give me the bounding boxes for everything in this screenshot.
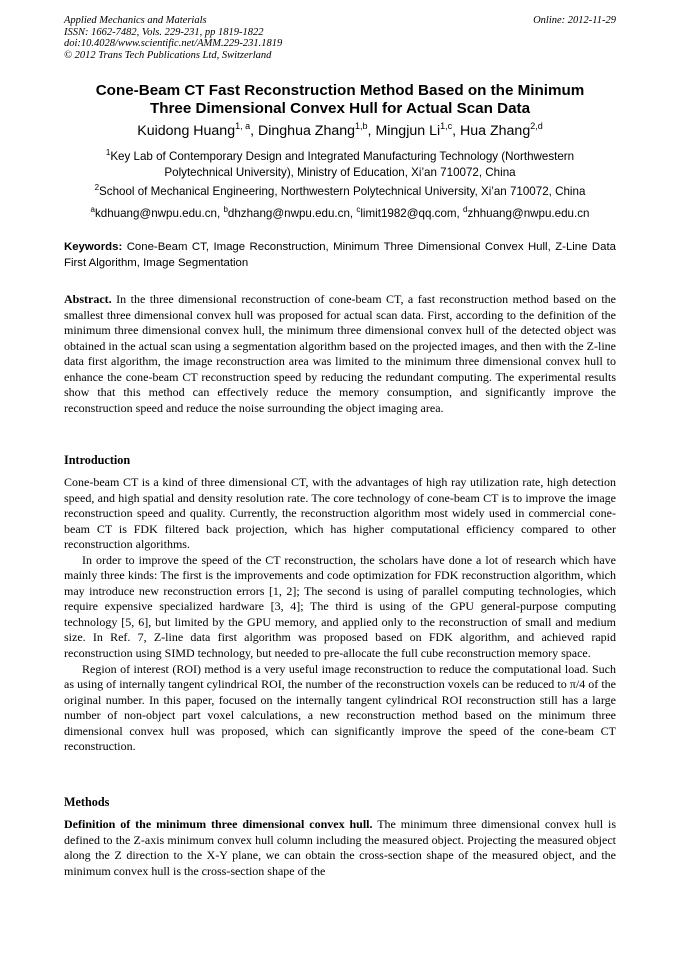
- keywords-text: Cone-Beam CT, Image Reconstruction, Minimum Three Dimensional Convex Hull, Z-Line Data First Algorithm, Image Segmentation: [64, 241, 616, 269]
- author: Hua Zhang$^{2,d}$: [460, 121, 543, 139]
- affiliation-2: $^2$School of Mechanical Engineering, Northwestern Polytechnical University, Xi’an 710072, China: [94, 183, 586, 198]
- abstract-label: Abstract.: [64, 292, 112, 306]
- email: $^d$zhhuang@nwpu.edu.cn: [463, 205, 590, 220]
- email-list: [64, 206, 616, 222]
- abstract-text: In the three dimensional reconstruction of cone-beam CT, a fast reconstruction method based on the smallest three dimensional convex hull was proposed for actual scan data. First, according to the definition of the minimum three dimensional convex hull, the minimum three dimensional convex hull of the detected object was obtained in the actual scan using a segmentation algorithm based on the projected images, and then with the Z-line data first algorithm, the image reconstruction area was limited to the minimum three dimensional convex hull to enhance the cone-beam CT reconstruction speed by reducing the redundant computing. The experimental results show that this method can effectively reduce the memory consumption, and significantly improve the reconstruction speed and reduce the noise surrounding the object imaging area.: [64, 292, 617, 415]
- email: $^b$dhzhang@nwpu.edu.cn,: [223, 205, 357, 220]
- title-line-1: Cone-Beam CT Fast Reconstruction Method Based on the Minimum: [95, 82, 585, 99]
- doi-line: doi:10.4028/www.scientific.net/AMM.229-231.1819: [64, 38, 283, 50]
- paper-title: [64, 82, 616, 118]
- author-list: [64, 122, 616, 140]
- methods-heading: Methods: [64, 795, 110, 809]
- journal-name: Applied Mechanics and Materials: [64, 15, 207, 26]
- introduction-heading: Introduction: [64, 453, 131, 467]
- title-line-2: Three Dimensional Convex Hull for Actual Scan Data: [149, 100, 531, 117]
- keywords: [64, 240, 616, 271]
- intro-paragraph-3: Region of interest (ROI) method is a very useful image reconstruction to reduce the computational load. Such as using of internally tangent cylindrical ROI, the number of the reconstruction voxels can be reduced to π/4 of the original number. In this paper, focused on the internally tangent cylindrical ROI reconstruction still has a large number of non-object part voxel calculations, a new reconstruction method based on the minimum three dimensional convex hull was proposed, which can significantly improve the speed of the cone-beam CT reconstruction.: [64, 661, 616, 754]
- issn-line: ISSN: 1662-7482, Vols. 229-231, pp 1819-1822: [64, 26, 264, 38]
- copyright-line: © 2012 Trans Tech Publications Ltd, Switzerland: [64, 49, 272, 61]
- methods-body: [64, 817, 616, 879]
- author: Kuidong Huang$^{1, a}$,: [137, 121, 258, 139]
- intro-paragraph-2: In order to improve the speed of the CT reconstruction, the scholars have done a lot of research which have mainly three kinds: The first is the improvements and code optimization for FDK reconstruction algorithm, which may introduce new reconstruction errors [1, 2]; The second is using of parallel computing technologies, which require expensive specialized hardware [3, 4]; The third is using of the GPU general-purpose computing technology [5, 6], but limited by the GPU memory, and applied only to the reconstruction of small and medium size. In Ref. 7, Z-line data first algorithm was proposed based on FDK algorithm, and achieved rapid reconstruction using SIMD technology, but needed to pre-allocate the full cube reconstruction memory space.: [64, 552, 616, 661]
- introduction-body: [64, 475, 616, 755]
- email: $^c$limit1982@qq.com,: [356, 205, 463, 220]
- intro-paragraph-1: Cone-beam CT is a kind of three dimensional CT, with the advantages of high ray utilization rate, high detection speed, and high spatial and density resolution rate. The core technology of cone-beam CT is to improve the image reconstruction speed and quality. Currently, the reconstruction algorithm most widely used in commercial cone-beam CT is FDK filtered back projection, which has higher computational efficiency compared to other reconstruction algorithms.: [64, 475, 616, 552]
- keywords-label: Keywords:: [64, 241, 123, 253]
- online-date: Online: 2012-11-29: [533, 15, 616, 26]
- author: Dinghua Zhang$^{1,b}$,: [258, 121, 376, 139]
- email: $^a$kdhuang@nwpu.edu.cn,: [90, 205, 224, 220]
- author: Mingjun Li$^{1,c}$,: [375, 121, 461, 139]
- affiliation-1: $^1$Key Lab of Contemporary Design and Integrated Manufacturing Technology (Northwestern Polytechnical University), Ministry of Education, Xi’an 710072, China: [105, 148, 575, 179]
- abstract: [64, 292, 616, 416]
- journal-header: [64, 15, 616, 61]
- subsection-heading: Definition of the minimum three dimensional convex hull.: [64, 817, 373, 831]
- methods-paragraph-1: Definition of the minimum three dimensional convex hull. The minimum three dimensional convex hull is defined to the Z-axis minimum convex hull column including the measured object. Projecting the measured object along the Z direction to the X-Y plane, we can obtain the cross-section shape of the measured object, and the minimum convex hull is the cross-section shape of the: [64, 817, 616, 878]
